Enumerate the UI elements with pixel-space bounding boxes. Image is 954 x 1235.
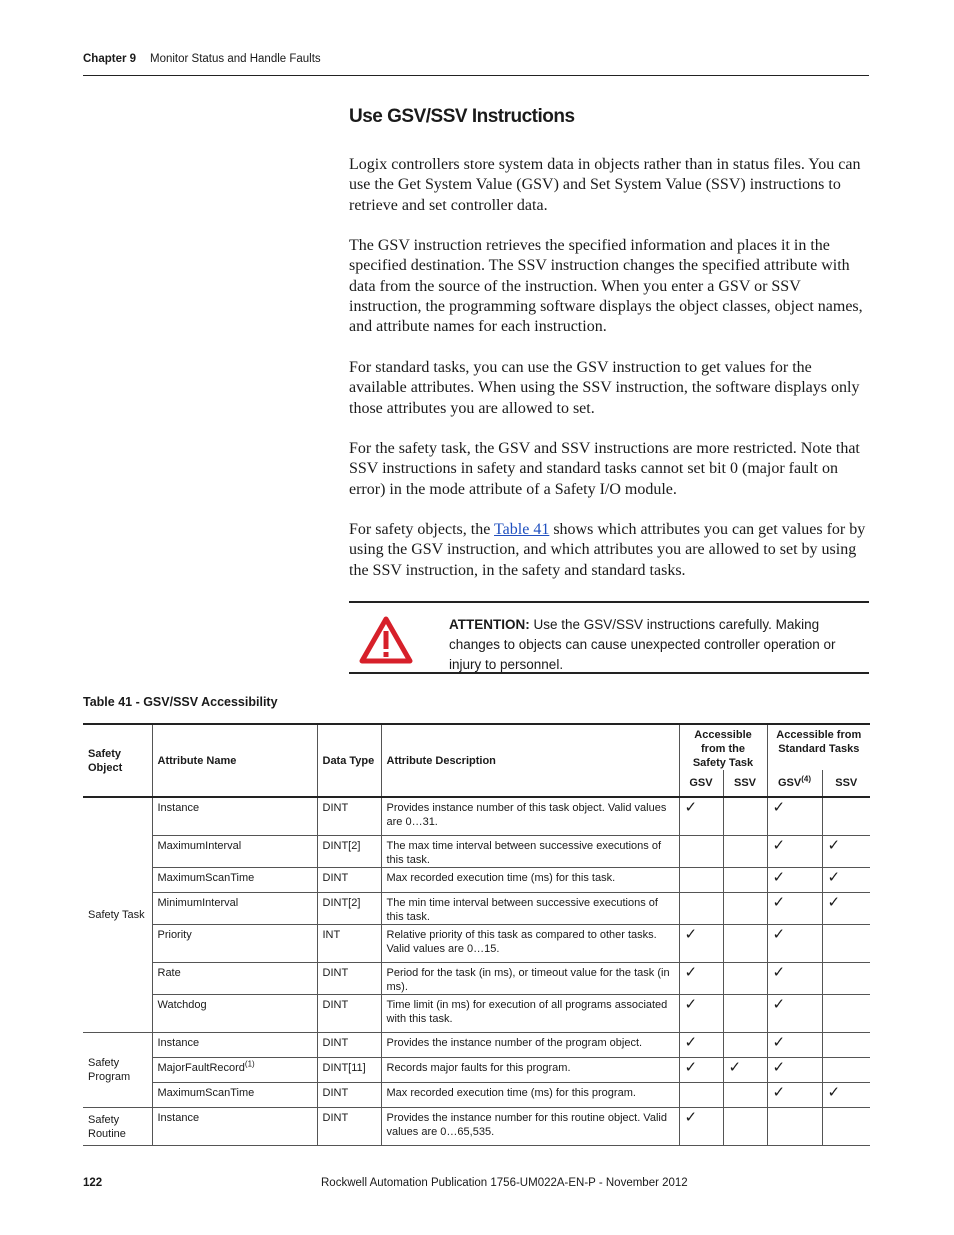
table-row (83, 995, 870, 1033)
check-mark-icon: ✓ (684, 1034, 698, 1051)
attribute-description-cell: Time limit (in ms) for execution of all programs associated with this task. (381, 995, 679, 1033)
standard-gsv-cell (767, 995, 822, 1033)
attribute-name-cell (152, 995, 317, 1033)
table-41-link[interactable]: Table 41 (494, 521, 550, 538)
check-mark-icon: ✓ (772, 1034, 786, 1051)
header-safety-task-group: Accessible from the Safety Task (679, 724, 767, 770)
attribute-name-cell (152, 868, 317, 893)
table-row (83, 1058, 870, 1083)
attribute-description-cell: The max time interval between successive executions of this task. (381, 836, 679, 868)
check-mark-icon: ✓ (827, 837, 841, 854)
paragraph-3: For standard tasks, you can use the GSV instruction to get values for the available attributes. When using the SSV instruction, the software displays only those attributes you are allowed to set. (349, 359, 860, 417)
paragraph-5-rest: shows which attributes you can get values for by using the GSV instruction, and which attributes you are allowed to set by using the SSV instruction, in the safety and standard tasks. (349, 521, 866, 579)
attribute-name-cell (152, 797, 317, 836)
standard-ssv-cell (822, 995, 870, 1033)
attribute-description-cell: Relative priority of this task as compared to other tasks. Valid values are 0…15. (381, 925, 679, 963)
check-mark-icon: ✓ (684, 799, 698, 816)
check-mark-icon: ✓ (772, 996, 786, 1013)
table-row (83, 1108, 870, 1146)
attribute-description-cell: Max recorded execution time (ms) for this program. (381, 1083, 679, 1108)
standard-ssv-cell (822, 1083, 870, 1108)
attribute-name-cell (152, 925, 317, 963)
attribute-description-cell: Max recorded execution time (ms) for this task. (381, 868, 679, 893)
attribute-name: MajorFaultRecord (157, 1062, 245, 1074)
check-mark-icon: ✓ (772, 1059, 786, 1076)
attribute-name-cell (152, 1108, 317, 1146)
header-standard-gsv (767, 770, 822, 797)
attribute-name: Instance (157, 802, 200, 814)
check-mark-icon: ✓ (728, 1059, 742, 1076)
footnote-ref-4: (4) (801, 774, 812, 784)
check-mark-icon: ✓ (772, 1084, 786, 1101)
standard-gsv-cell (767, 1058, 822, 1083)
attribute-name: MaximumInterval (157, 840, 242, 852)
data-type-cell: INT (317, 925, 381, 963)
safety-object-cell: Safety Task (83, 797, 152, 1033)
section-title: Use GSV/SSV Instructions (349, 106, 575, 127)
safety-ssv-cell (723, 893, 767, 925)
standard-ssv-cell (822, 1033, 870, 1058)
check-mark-icon: ✓ (772, 964, 786, 981)
header-data-type: Data Type (317, 724, 381, 797)
safety-ssv-cell (723, 963, 767, 995)
running-header (83, 53, 321, 65)
standard-gsv-cell (767, 797, 822, 836)
safety-gsv-cell (679, 797, 723, 836)
table-row (83, 1033, 870, 1058)
check-mark-icon: ✓ (684, 1059, 698, 1076)
safety-gsv-cell (679, 836, 723, 868)
attribute-description-cell: Records major faults for this program. (381, 1058, 679, 1083)
safety-gsv-cell (679, 925, 723, 963)
page-number: 122 (83, 1177, 103, 1189)
header-standard-gsv-label: GSV (778, 777, 802, 789)
standard-ssv-cell (822, 868, 870, 893)
attention-label: ATTENTION: (449, 617, 530, 632)
safety-ssv-cell (723, 797, 767, 836)
check-mark-icon: ✓ (772, 837, 786, 854)
safety-gsv-cell (679, 963, 723, 995)
standard-ssv-cell (822, 963, 870, 995)
chapter-label: Chapter 9 (83, 53, 137, 65)
data-type-cell: DINT (317, 797, 381, 836)
check-mark-icon: ✓ (684, 964, 698, 981)
standard-gsv-cell (767, 925, 822, 963)
safety-ssv-cell (723, 1108, 767, 1146)
attribute-name-cell (152, 836, 317, 868)
data-type-cell: DINT (317, 1108, 381, 1146)
table-row (83, 1083, 870, 1108)
check-mark-icon: ✓ (772, 799, 786, 816)
data-type-cell: DINT[2] (317, 836, 381, 868)
data-type-cell: DINT (317, 868, 381, 893)
standard-gsv-cell (767, 1033, 822, 1058)
safety-ssv-cell (723, 1033, 767, 1058)
safety-ssv-cell (723, 1058, 767, 1083)
standard-gsv-cell (767, 868, 822, 893)
attribute-name-cell (152, 963, 317, 995)
attribute-name: Instance (157, 1112, 200, 1124)
check-mark-icon: ✓ (772, 926, 786, 943)
safety-object-cell: Safety Routine (83, 1108, 152, 1146)
attribute-description-cell: The min time interval between successive executions of this task. (381, 893, 679, 925)
header-safety-ssv: SSV (723, 770, 767, 797)
header-rule (83, 75, 869, 76)
attribute-name: Rate (157, 967, 181, 979)
check-mark-icon: ✓ (772, 869, 786, 886)
paragraph-5 (349, 520, 871, 581)
check-mark-icon: ✓ (772, 894, 786, 911)
data-type-cell: DINT (317, 995, 381, 1033)
table-row (83, 963, 870, 995)
safety-gsv-cell (679, 868, 723, 893)
footnote-ref: (1) (244, 1059, 255, 1069)
safety-gsv-cell (679, 1083, 723, 1108)
paragraph-5-lead: For safety objects, the (349, 521, 495, 538)
safety-ssv-cell (723, 925, 767, 963)
safety-ssv-cell (723, 995, 767, 1033)
attribute-description-cell: Provides the instance number for this routine object. Valid values are 0…65,535. (381, 1108, 679, 1146)
table-row (83, 868, 870, 893)
publication-info: Rockwell Automation Publication 1756-UM022A-EN-P - November 2012 (321, 1177, 688, 1189)
safety-gsv-cell (679, 995, 723, 1033)
accessibility-table (83, 723, 870, 1146)
safety-ssv-cell (723, 868, 767, 893)
standard-ssv-cell (822, 893, 870, 925)
header-standard-ssv: SSV (822, 770, 870, 797)
attention-text (449, 615, 864, 675)
attribute-name-cell (152, 1033, 317, 1058)
check-mark-icon: ✓ (827, 869, 841, 886)
section-label: Monitor Status and Handle Faults (150, 53, 321, 65)
table-row (83, 836, 870, 868)
paragraph-1: Logix controllers store system data in objects rather than in status files. You can use the Get System Value (GSV) and Set System Value (SSV) instructions to retrieve and set controller data. (349, 156, 861, 214)
data-type-cell: DINT[11] (317, 1058, 381, 1083)
safety-gsv-cell (679, 1058, 723, 1083)
check-mark-icon: ✓ (684, 996, 698, 1013)
check-mark-icon: ✓ (684, 926, 698, 943)
data-type-cell: DINT[2] (317, 893, 381, 925)
data-type-cell: DINT (317, 1033, 381, 1058)
attention-box (349, 601, 869, 674)
table-row (83, 797, 870, 836)
table-body (83, 797, 870, 1146)
standard-ssv-cell (822, 925, 870, 963)
standard-ssv-cell (822, 797, 870, 836)
warning-triangle-icon (359, 616, 413, 664)
safety-object-cell: Safety Program (83, 1033, 152, 1108)
attribute-name-cell (152, 1083, 317, 1108)
standard-ssv-cell (822, 1058, 870, 1083)
attribute-name: Instance (157, 1037, 200, 1049)
header-attribute-description: Attribute Description (381, 724, 679, 797)
paragraph-2: The GSV instruction retrieves the specified information and places it in the specified destination. The SSV instruction changes the specified attribute with data from the source of the instruction. When you enter a GSV or SSV instruction, the programming software displays the object classes, object names, and attribute names for each instruction. (349, 237, 863, 336)
standard-gsv-cell (767, 1108, 822, 1146)
attribute-name-cell (152, 893, 317, 925)
safety-ssv-cell (723, 836, 767, 868)
standard-gsv-cell (767, 893, 822, 925)
attribute-name: MaximumScanTime (157, 872, 255, 884)
attribute-name: Priority (157, 929, 192, 941)
attention-message: Use the GSV/SSV instructions carefully. Making changes to objects can cause unexpected controller operation or injury to personnel. (449, 617, 836, 672)
attribute-name-cell (152, 1058, 317, 1083)
standard-gsv-cell (767, 1083, 822, 1108)
check-mark-icon: ✓ (827, 1084, 841, 1101)
safety-gsv-cell (679, 1108, 723, 1146)
table-row (83, 925, 870, 963)
attribute-name: MaximumScanTime (157, 1087, 255, 1099)
attribute-name: MinimumInterval (157, 897, 239, 909)
attribute-description-cell: Provides instance number of this task object. Valid values are 0…31. (381, 797, 679, 836)
attribute-description-cell: Period for the task (in ms), or timeout value for the task (in ms). (381, 963, 679, 995)
data-type-cell: DINT (317, 963, 381, 995)
attribute-description-cell: Provides the instance number of the program object. (381, 1033, 679, 1058)
header-standard-tasks-group: Accessible from Standard Tasks (767, 724, 870, 770)
standard-ssv-cell (822, 1108, 870, 1146)
header-attribute-name: Attribute Name (152, 724, 317, 797)
table-row (83, 893, 870, 925)
standard-gsv-cell (767, 963, 822, 995)
header-safety-object: Safety Object (83, 724, 152, 797)
safety-gsv-cell (679, 1033, 723, 1058)
data-type-cell: DINT (317, 1083, 381, 1108)
header-safety-gsv: GSV (679, 770, 723, 797)
check-mark-icon: ✓ (827, 894, 841, 911)
standard-ssv-cell (822, 836, 870, 868)
standard-gsv-cell (767, 836, 822, 868)
check-mark-icon: ✓ (684, 1109, 698, 1126)
safety-ssv-cell (723, 1083, 767, 1108)
safety-gsv-cell (679, 893, 723, 925)
paragraph-4: For the safety task, the GSV and SSV instructions are more restricted. Note that SSV instructions in safety and standard tasks cannot set bit 0 (major fault on error) in the mode attribute of a Safety I/O module. (349, 440, 860, 498)
table-caption: Table 41 - GSV/SSV Accessibility (83, 695, 278, 709)
attribute-name: Watchdog (157, 999, 207, 1011)
